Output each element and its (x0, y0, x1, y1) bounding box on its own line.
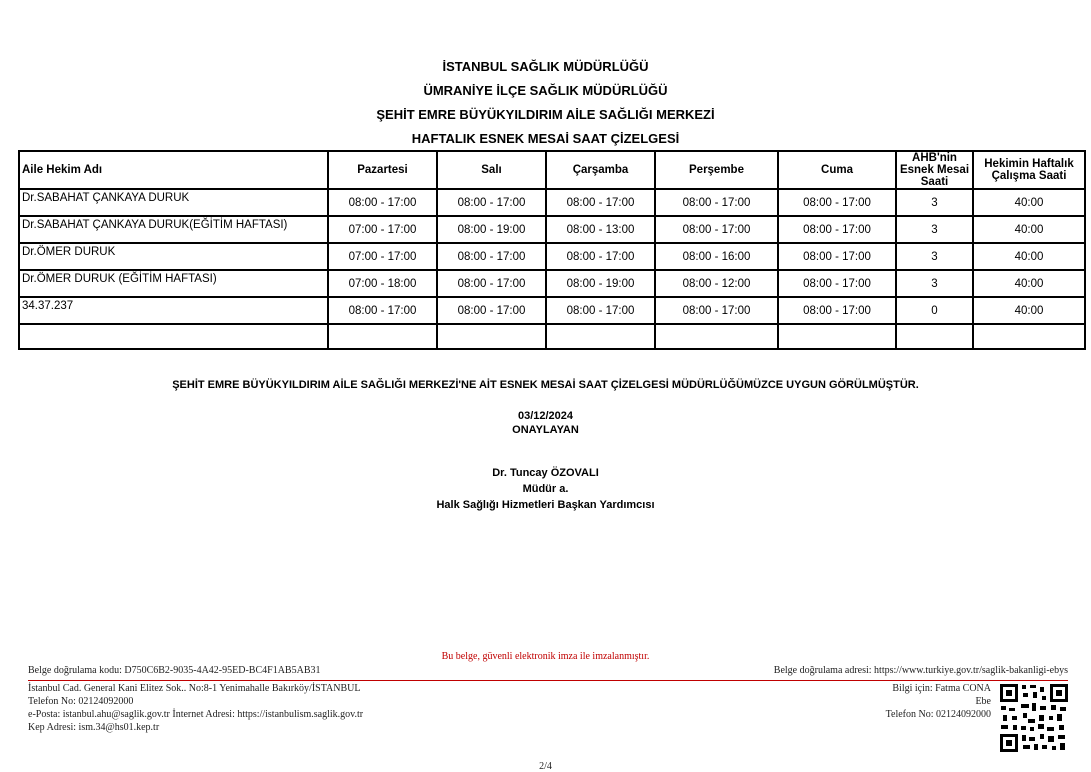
wednesday-hours: 08:00 - 19:00 (546, 270, 655, 297)
col-header-thursday: Perşembe (655, 151, 778, 189)
col-header-weekly-hours: Hekimin Haftalık Çalışma Saati (973, 151, 1085, 189)
empty-cell (778, 324, 896, 349)
header-line-2: ÜMRANİYE İLÇE SAĞLIK MÜDÜRLÜĞÜ (423, 83, 668, 98)
page-number: 2/4 (539, 761, 552, 772)
empty-cell (437, 324, 546, 349)
monday-hours: 07:00 - 18:00 (328, 270, 437, 297)
weekly-hours: 40:00 (973, 297, 1085, 324)
table-row (19, 243, 1085, 270)
approval-statement: ŞEHİT EMRE BÜYÜKYILDIRIM AİLE SAĞLIĞI MERKEZİ'NE AİT ESNEK MESAİ SAAT ÇİZELGESİ MÜDÜRLÜĞÜMÜZCE UYGUN GÖRÜLMÜŞTÜR. (172, 379, 919, 391)
weekly-hours: 40:00 (973, 270, 1085, 297)
empty-cell (973, 324, 1085, 349)
approval-date: 03/12/2024 (517, 410, 574, 422)
ahb-flex-hours: 0 (896, 297, 973, 324)
table-row-empty (19, 324, 1085, 349)
tuesday-hours: 08:00 - 19:00 (437, 216, 546, 243)
header-line-4: HAFTALIK ESNEK MESAİ SAAT ÇİZELGESİ (411, 131, 680, 146)
monday-hours: 08:00 - 17:00 (328, 297, 437, 324)
table-row (19, 189, 1085, 216)
verify-code: Belge doğrulama kodu: D750C6B2-9035-4A42-95ED-BC4F1AB5AB31 (28, 665, 321, 676)
friday-hours: 08:00 - 17:00 (778, 189, 896, 216)
verify-address: Belge doğrulama adresi: https://www.turkiye.gov.tr/saglik-bakanligi-ebys (773, 665, 1068, 676)
empty-cell (19, 324, 328, 349)
empty-cell (655, 324, 778, 349)
approver-title-1: Müdür a. (522, 483, 569, 495)
doctor-name: Dr.ÖMER DURUK (19, 243, 328, 270)
col-header-name: Aile Hekim Adı (19, 151, 328, 189)
footer-divider (28, 680, 1068, 681)
wednesday-hours: 08:00 - 17:00 (546, 189, 655, 216)
doctor-name: Dr.SABAHAT ÇANKAYA DURUK(EĞİTİM HAFTASI) (19, 216, 328, 243)
empty-cell (546, 324, 655, 349)
footer-info: Bilgi için: Fatma CONA (892, 683, 991, 694)
friday-hours: 08:00 - 17:00 (778, 216, 896, 243)
approver-label: ONAYLAYAN (512, 424, 579, 436)
table-header-row (19, 151, 1085, 189)
thursday-hours: 08:00 - 17:00 (655, 189, 778, 216)
doctor-name: Dr.SABAHAT ÇANKAYA DURUK (19, 189, 328, 216)
approver-name: Dr. Tuncay ÖZOVALI (492, 467, 599, 479)
empty-cell (328, 324, 437, 349)
header-line-1: İSTANBUL SAĞLIK MÜDÜRLÜĞÜ (442, 59, 649, 74)
empty-cell (896, 324, 973, 349)
col-header-friday: Cuma (778, 151, 896, 189)
doctor-name: Dr.ÖMER DURUK (EĞİTİM HAFTASI) (19, 270, 328, 297)
tuesday-hours: 08:00 - 17:00 (437, 297, 546, 324)
friday-hours: 08:00 - 17:00 (778, 270, 896, 297)
weekly-hours: 40:00 (973, 243, 1085, 270)
col-header-tuesday: Salı (437, 151, 546, 189)
table-row (19, 297, 1085, 324)
thursday-hours: 08:00 - 17:00 (655, 297, 778, 324)
monday-hours: 07:00 - 17:00 (328, 216, 437, 243)
approver-title-2: Halk Sağlığı Hizmetleri Başkan Yardımcısı (436, 499, 655, 511)
monday-hours: 07:00 - 17:00 (328, 243, 437, 270)
wednesday-hours: 08:00 - 17:00 (546, 297, 655, 324)
friday-hours: 08:00 - 17:00 (778, 297, 896, 324)
weekly-hours: 40:00 (973, 189, 1085, 216)
col-header-ahb-flex: AHB'nin Esnek Mesai Saati (896, 151, 973, 189)
wednesday-hours: 08:00 - 17:00 (546, 243, 655, 270)
footer-email: e-Posta: istanbul.ahu@saglik.gov.tr İnternet Adresi: https://istanbulism.saglik.gov.tr (28, 709, 364, 720)
schedule-table (18, 150, 1086, 350)
col-header-monday: Pazartesi (328, 151, 437, 189)
tuesday-hours: 08:00 - 17:00 (437, 270, 546, 297)
ahb-flex-hours: 3 (896, 243, 973, 270)
monday-hours: 08:00 - 17:00 (328, 189, 437, 216)
qr-code-icon (999, 683, 1069, 753)
footer-phone: Telefon No: 02124092000 (28, 696, 134, 707)
tuesday-hours: 08:00 - 17:00 (437, 243, 546, 270)
thursday-hours: 08:00 - 12:00 (655, 270, 778, 297)
ahb-flex-hours: 3 (896, 270, 973, 297)
friday-hours: 08:00 - 17:00 (778, 243, 896, 270)
ahb-flex-hours: 3 (896, 189, 973, 216)
doctor-name: 34.37.237 (19, 297, 328, 324)
thursday-hours: 08:00 - 17:00 (655, 216, 778, 243)
col-header-wednesday: Çarşamba (546, 151, 655, 189)
footer-info-title: Ebe (975, 696, 991, 707)
table-row (19, 270, 1085, 297)
table-row (19, 216, 1085, 243)
footer-kep: Kep Adresi: ism.34@hs01.kep.tr (28, 722, 160, 733)
header-line-3: ŞEHİT EMRE BÜYÜKYILDIRIM AİLE SAĞLIĞI MERKEZİ (376, 107, 715, 122)
thursday-hours: 08:00 - 16:00 (655, 243, 778, 270)
esign-note: Bu belge, güvenli elektronik imza ile imzalanmıştır. (441, 651, 650, 662)
wednesday-hours: 08:00 - 13:00 (546, 216, 655, 243)
footer-address: İstanbul Cad. General Kani Elitez Sok.. No:8-1 Yenimahalle Bakırköy/İSTANBUL (28, 683, 361, 694)
ahb-flex-hours: 3 (896, 216, 973, 243)
footer-phone-right: Telefon No: 02124092000 (885, 709, 991, 720)
weekly-hours: 40:00 (973, 216, 1085, 243)
tuesday-hours: 08:00 - 17:00 (437, 189, 546, 216)
